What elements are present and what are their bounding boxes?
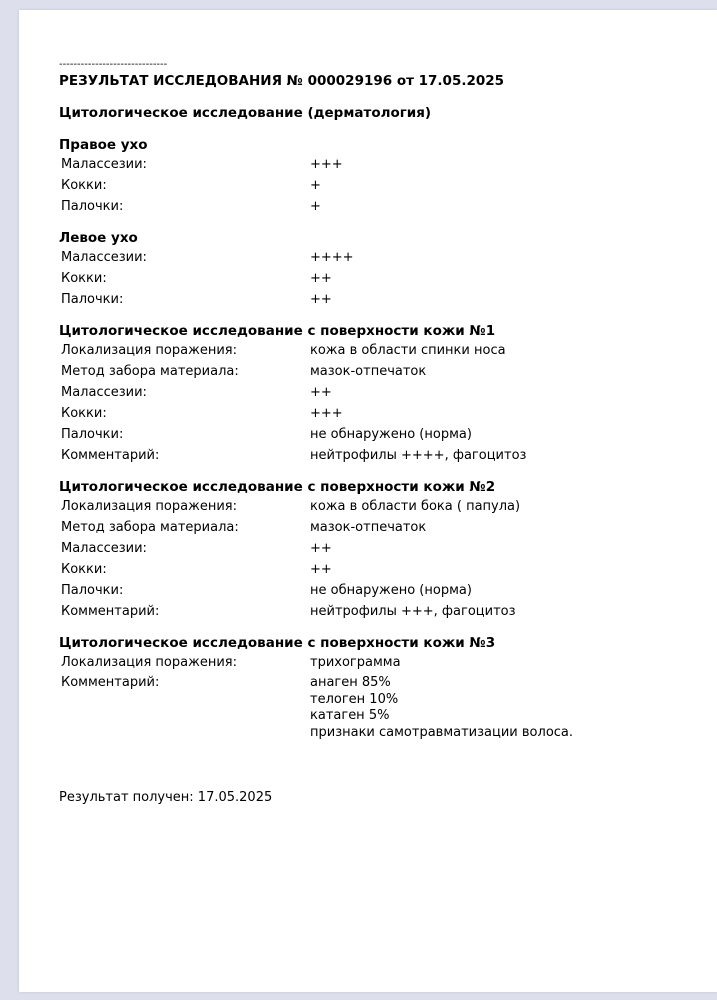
table-row (59, 601, 699, 622)
row-value: ++ (310, 292, 332, 307)
row-value: +++ (310, 157, 343, 172)
table-row (59, 538, 699, 559)
row-label: Комментарий: (61, 448, 160, 463)
result-title: РЕЗУЛЬТАТ ИССЛЕДОВАНИЯ № 000029196 от 17.05.2025 (59, 73, 505, 89)
row-value: трихограмма (310, 655, 401, 670)
left-ear-table (59, 247, 699, 310)
table-row (59, 496, 699, 517)
row-label: Палочки: (61, 199, 124, 214)
table-row (59, 424, 699, 445)
row-label: Локализация поражения: (61, 343, 237, 358)
table-row (59, 175, 699, 196)
document-page (19, 10, 717, 992)
row-label: Комментарий: (61, 675, 160, 690)
left-ear-title: Левое ухо (59, 230, 138, 246)
table-row (59, 289, 699, 310)
row-label: Палочки: (61, 292, 124, 307)
row-label: Палочки: (61, 427, 124, 442)
table-row (59, 154, 699, 175)
comment-line: катаген 5% (310, 708, 390, 723)
skin1-table (59, 340, 699, 466)
row-value: + (310, 178, 321, 193)
row-label: Малассезии: (61, 250, 147, 265)
right-ear-title: Правое ухо (59, 137, 148, 153)
row-value: ++ (310, 562, 332, 577)
row-value: кожа в области спинки носа (310, 343, 506, 358)
row-value: ++ (310, 271, 332, 286)
document-content (59, 60, 699, 807)
row-label: Метод забора материала: (61, 364, 239, 379)
comment-line: телоген 10% (310, 691, 399, 707)
row-label: Малассезии: (61, 385, 147, 400)
comment-line: признаки самотравматизации волоса. (310, 724, 574, 740)
row-label: Кокки: (61, 178, 107, 193)
comment-line: анаген 85% (310, 675, 391, 690)
skin2-title: Цитологическое исследование с поверхности кожи №2 (59, 479, 496, 495)
table-row (59, 673, 699, 741)
row-value: мазок-отпечаток (310, 364, 427, 379)
row-label: Кокки: (61, 406, 107, 421)
row-value: кожа в области бока ( папула) (310, 499, 521, 514)
row-label: Локализация поражения: (61, 655, 237, 670)
row-value: нейтрофилы ++++, фагоцитоз (310, 448, 527, 463)
table-row (59, 652, 699, 673)
result-received-date: Результат получен: 17.05.2025 (59, 790, 273, 805)
study-title: Цитологическое исследование (дерматология) (59, 105, 432, 121)
row-label: Метод забора материала: (61, 520, 239, 535)
table-row (59, 403, 699, 424)
table-row (59, 445, 699, 466)
right-ear-table (59, 154, 699, 217)
table-row (59, 268, 699, 289)
table-row (59, 196, 699, 217)
row-value: +++ (310, 406, 343, 421)
row-value: не обнаружено (норма) (310, 427, 472, 442)
table-row (59, 559, 699, 580)
skin3-table (59, 652, 699, 741)
skin1-title: Цитологическое исследование с поверхности кожи №1 (59, 323, 496, 339)
row-label: Кокки: (61, 562, 107, 577)
skin2-table (59, 496, 699, 622)
table-row (59, 382, 699, 403)
row-label: Кокки: (61, 271, 107, 286)
skin3-title: Цитологическое исследование с поверхности кожи №3 (59, 635, 496, 651)
row-value: + (310, 199, 321, 214)
row-value: не обнаружено (норма) (310, 583, 472, 598)
row-label: Палочки: (61, 583, 124, 598)
table-row (59, 517, 699, 538)
row-value: ++++ (310, 250, 354, 265)
table-row (59, 247, 699, 268)
row-label: Малассезии: (61, 157, 147, 172)
table-row (59, 580, 699, 601)
row-value: нейтрофилы +++, фагоцитоз (310, 604, 516, 619)
table-row (59, 340, 699, 361)
row-label: Комментарий: (61, 604, 160, 619)
table-row (59, 361, 699, 382)
separator-line: ------------------------------ (59, 60, 168, 70)
row-value: ++ (310, 541, 332, 556)
row-label: Локализация поражения: (61, 499, 237, 514)
row-label: Малассезии: (61, 541, 147, 556)
row-value: мазок-отпечаток (310, 520, 427, 535)
row-value: ++ (310, 385, 332, 400)
comment-lines (310, 675, 573, 741)
